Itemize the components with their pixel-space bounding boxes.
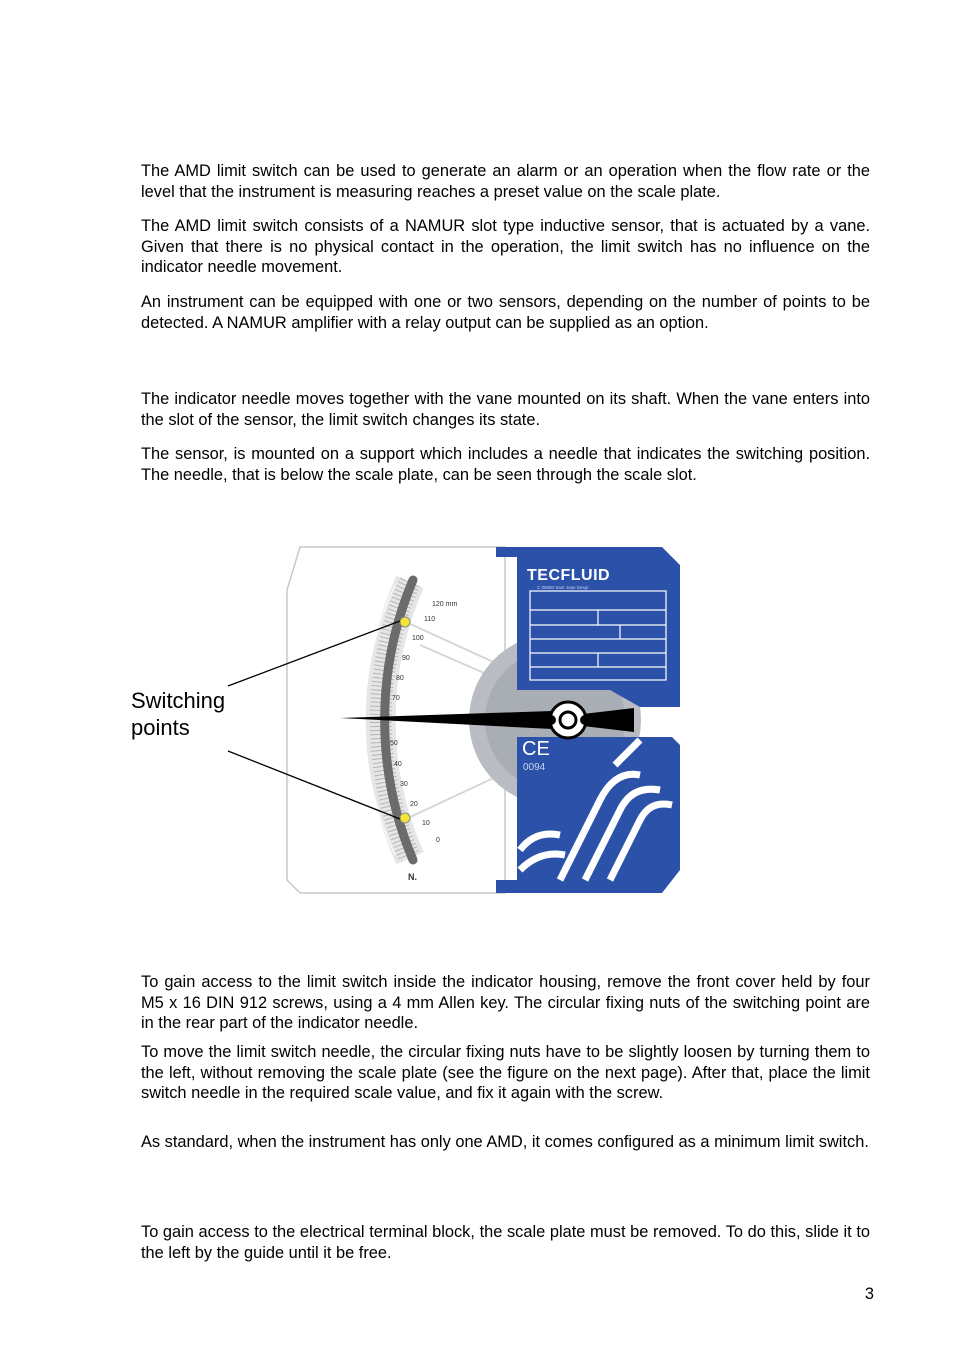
- scale-tick-label: 110: [424, 616, 436, 623]
- scale-unit-label: 120 mm: [432, 601, 458, 608]
- construction-paragraph: The AMD limit switch consists of a NAMUR slot type inductive sensor, that is actuated by a vane. Given that there is no physical contact in the operation, the limit switch has no influence on the indicator needle movement.: [141, 217, 870, 277]
- scale-tick-label: 10: [422, 820, 430, 827]
- scale-tick-label: 100: [412, 635, 424, 642]
- sensor-paragraph: The sensor, is mounted on a support which includes a needle that indicates the switching position. The needle, that is below the scale plate, can be seen through the scale slot.: [141, 445, 870, 484]
- terminal-block-paragraph: To gain access to the electrical terminal block, the scale plate must be removed. To do this, slide it to the left by the guide until it be free.: [141, 1223, 870, 1262]
- brand-logo: TECFLUID: [527, 567, 611, 584]
- scale-tick-label: 80: [396, 675, 404, 682]
- scale-tick-label: 0: [436, 837, 440, 844]
- operation-paragraph: The indicator needle moves together with the vane mounted on its shaft. When the vane enters into the slot of the sensor, the limit switch changes its state.: [141, 390, 870, 429]
- callout-line: points: [131, 715, 190, 740]
- access-paragraph: To gain access to the limit switch inside the indicator housing, remove the front cover held by four M5 x 16 DIN 912 screws, using a 4 mm Allen key. The circular fixing nuts of the switching point are in the rear part of the indicator needle.: [141, 973, 870, 1033]
- brand-subtitle: C 05090 Sant Joan Despí: [537, 585, 589, 590]
- options-paragraph: An instrument can be equipped with one or two sensors, depending on the number of points to be detected. A NAMUR amplifier with a relay output can be supplied as an option.: [141, 293, 870, 332]
- scale-tick-label: 90: [402, 655, 410, 662]
- page-number: 3: [864, 1285, 874, 1303]
- scale-tick-label: 40: [394, 761, 402, 768]
- callout-line: Switching: [131, 688, 226, 713]
- scale-tick-label: 50: [390, 740, 398, 747]
- ce-number: 0094: [523, 762, 546, 773]
- switching-points-callout: [131, 687, 225, 741]
- scale-base-label: N.: [408, 872, 417, 882]
- standard-config-paragraph: As standard, when the instrument has only one AMD, it comes configured as a minimum limit switch.: [141, 1133, 869, 1151]
- intro-paragraph: The AMD limit switch can be used to generate an alarm or an operation when the flow rate or the level that the instrument is measuring reaches a preset value on the scale plate.: [141, 162, 870, 201]
- scale-tick-label: 70: [392, 695, 400, 702]
- scale-tick-label: 20: [410, 801, 418, 808]
- adjust-paragraph: To move the limit switch needle, the circular fixing nuts have to be slightly loosen by turning them to the left, without removing the scale plate (see the figure on the next page). After that, place the limit switch needle in the required scale value, and fix it again with the screw.: [141, 1043, 870, 1103]
- switching-point-lower: [400, 813, 410, 823]
- scale-tick-label: 30: [400, 781, 408, 788]
- switching-point-upper: [400, 617, 410, 627]
- ce-mark: CE: [522, 738, 550, 760]
